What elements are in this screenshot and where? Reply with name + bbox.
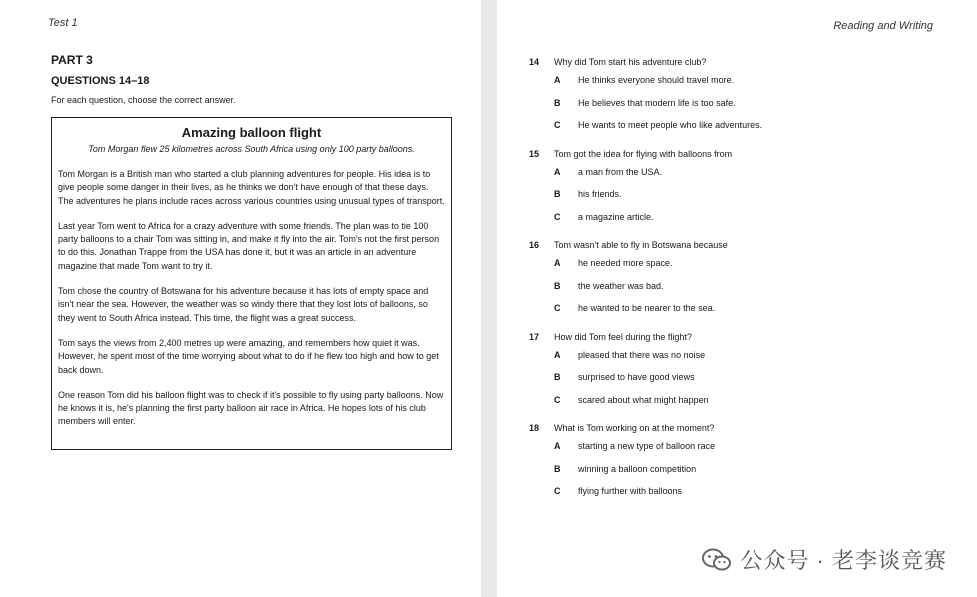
option-c[interactable] [529, 389, 949, 412]
option-a[interactable] [529, 252, 949, 275]
question-number: 14 [529, 57, 540, 67]
article-paragraph: Tom Morgan is a British man who started a club planning adventures for people. His idea is to give people some danger in their lives, as he thinks we don't have enough of that these days. The adventures he plans include races across various countries using unusual types of transport. [58, 169, 445, 206]
option-b[interactable] [529, 275, 949, 298]
option-c[interactable] [529, 206, 949, 229]
option-text: his friends. [578, 189, 622, 200]
question-number: 17 [529, 331, 540, 342]
watermark [702, 544, 947, 575]
option-a[interactable] [529, 69, 949, 92]
question-text: Tom got the idea for flying with balloons from [554, 148, 733, 159]
article-paragraph: Last year Tom went to Africa for a crazy adventure with some friends. The plan was to tie 100 party balloons to a chair Tom was sitting in, and make it fly into the air. Tom's not the first person to do this. Jonathan Trappe from the USA has done it, but it was an article in an adventure magazine that made Tom want to try it. [58, 220, 440, 271]
option-letter: A [554, 166, 561, 177]
question-number: 15 [529, 148, 540, 159]
option-text: the weather was bad. [578, 280, 664, 291]
article-title: Amazing balloon flight [181, 125, 322, 140]
option-text: He thinks everyone should travel more. [578, 75, 735, 86]
option-text: winning a balloon competition [578, 463, 697, 474]
question-14 [529, 55, 949, 137]
question-18 [529, 421, 949, 503]
option-letter: C [554, 486, 561, 497]
option-text: he wanted to be nearer to the sea. [578, 303, 716, 314]
option-letter: A [554, 349, 561, 360]
option-letter: A [554, 75, 561, 86]
option-b[interactable] [529, 458, 949, 481]
question-number: 16 [529, 240, 540, 250]
option-letter: C [554, 211, 561, 222]
article-paragraph: One reason Tom did his balloon flight was to check if it's possible to fly using party balloons. Now he knows it is, he's planning the first party balloon air race in Africa. He hopes lots of his club members will enter. [58, 389, 444, 427]
option-text: pleased that there was no noise [578, 349, 706, 360]
article-paragraph: Tom says the views from 2,400 metres up were amazing, and remembers how quiet it was. However, he spent most of the time worrying about what to do if he flew too high and how to get back down. [58, 337, 439, 375]
option-c[interactable] [529, 297, 949, 320]
question-text: Why did Tom start his adventure club? [554, 57, 707, 67]
option-letter: C [554, 394, 561, 405]
article-subtitle: Tom Morgan flew 25 kilometres across South Africa using only 100 party balloons. [88, 144, 415, 154]
article-paragraph: Tom chose the country of Botswana for his adventure because it has lots of empty space and isn't near the sea. However, the weather was so windy there that they lost lots of balloons, so they went to South Africa instead. This time, the flight was a great success. [58, 286, 429, 323]
article-box [51, 117, 452, 450]
page-header: Test 1 [48, 17, 78, 29]
option-letter: B [554, 189, 561, 200]
option-text: a man from the USA. [578, 166, 663, 177]
option-text: surprised to have good views [578, 372, 695, 383]
option-c[interactable] [529, 480, 949, 503]
option-letter: A [554, 258, 561, 269]
option-text: scared about what might happen [578, 394, 709, 405]
option-text: He wants to meet people who like adventures. [578, 120, 763, 131]
question-16 [529, 238, 949, 320]
option-text: a magazine article. [578, 211, 654, 222]
question-number: 18 [529, 423, 540, 433]
option-a[interactable] [529, 435, 949, 458]
option-letter: B [554, 463, 561, 474]
questions-range: QUESTIONS 14–18 [51, 75, 150, 87]
option-letter: C [554, 120, 561, 131]
option-text: flying further with balloons [578, 486, 683, 497]
option-letter: B [554, 280, 561, 291]
watermark-text: 公众号 · 老李谈竞赛 [740, 548, 947, 573]
option-text: he needed more space. [578, 258, 673, 269]
question-15 [529, 147, 949, 229]
option-b[interactable] [529, 92, 949, 115]
option-a[interactable] [529, 344, 949, 367]
question-list [529, 55, 949, 513]
option-a[interactable] [529, 161, 949, 184]
right-page [497, 0, 977, 597]
option-b[interactable] [529, 183, 949, 206]
left-page [0, 0, 481, 597]
option-letter: A [554, 441, 561, 452]
option-letter: B [554, 97, 561, 108]
option-letter: C [554, 303, 561, 314]
option-letter: B [554, 372, 561, 383]
option-b[interactable] [529, 366, 949, 389]
option-c[interactable] [529, 114, 949, 137]
question-text: What is Tom working on at the moment? [554, 423, 715, 433]
option-text: starting a new type of balloon race [578, 441, 716, 452]
page-header: Reading and Writing [833, 20, 933, 32]
part-title: PART 3 [51, 53, 93, 67]
question-17 [529, 330, 949, 412]
question-text: How did Tom feel during the flight? [554, 331, 692, 342]
option-text: He believes that modern life is too safe. [578, 97, 736, 108]
instruction: For each question, choose the correct answer. [51, 95, 236, 105]
wechat-icon [702, 548, 732, 572]
question-text: Tom wasn't able to fly in Botswana because [554, 240, 728, 250]
